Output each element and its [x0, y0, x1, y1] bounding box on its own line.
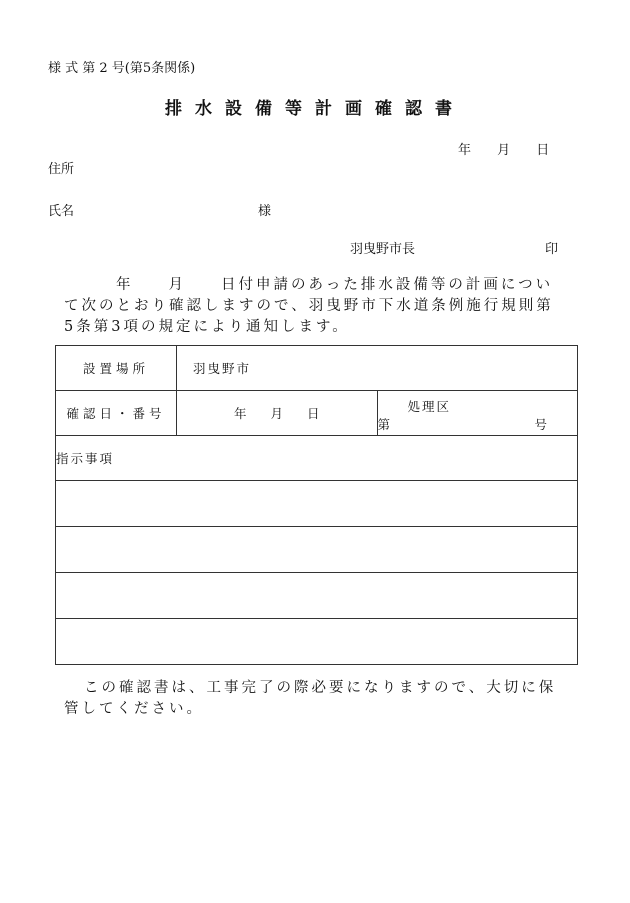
keep-note: この確認書は、工事完了の際必要になりますので、大切に保管してください。	[64, 680, 557, 717]
name-label: 氏名	[48, 204, 75, 219]
notification-text: 年 月 日付申請のあった排水設備等の計画について次のとおり確認しますので、羽曳野市下水道条例施行規則第5条第3項の規定により通知します。	[64, 277, 554, 335]
document-title: 排水設備等計画確認書	[165, 99, 465, 119]
place-value: 羽曳野市	[177, 346, 578, 391]
zone-label: 処理区	[407, 399, 452, 414]
form-number: 様 式 第 2 号(第5条関係)	[48, 61, 196, 76]
zone-suffix: 号	[534, 417, 547, 432]
confirmation-table	[55, 345, 578, 665]
place-label: 設置場所	[56, 346, 177, 391]
confirm-date: 年 月 日	[177, 391, 378, 436]
instructions-label: 指示事項	[56, 436, 578, 481]
address-label: 住所	[48, 162, 75, 177]
instruction-line	[56, 619, 578, 665]
issuer-mayor: 羽曳野市長	[350, 242, 416, 257]
instruction-line	[56, 481, 578, 527]
honorific: 様	[258, 204, 272, 219]
instruction-line	[56, 527, 578, 573]
issue-date: 年 月 日	[458, 143, 550, 158]
instruction-line	[56, 573, 578, 619]
zone-prefix: 第	[377, 417, 391, 432]
confirm-label: 確認日・番号	[56, 391, 177, 436]
zone-cell	[377, 391, 578, 436]
seal-mark: 印	[545, 242, 559, 257]
